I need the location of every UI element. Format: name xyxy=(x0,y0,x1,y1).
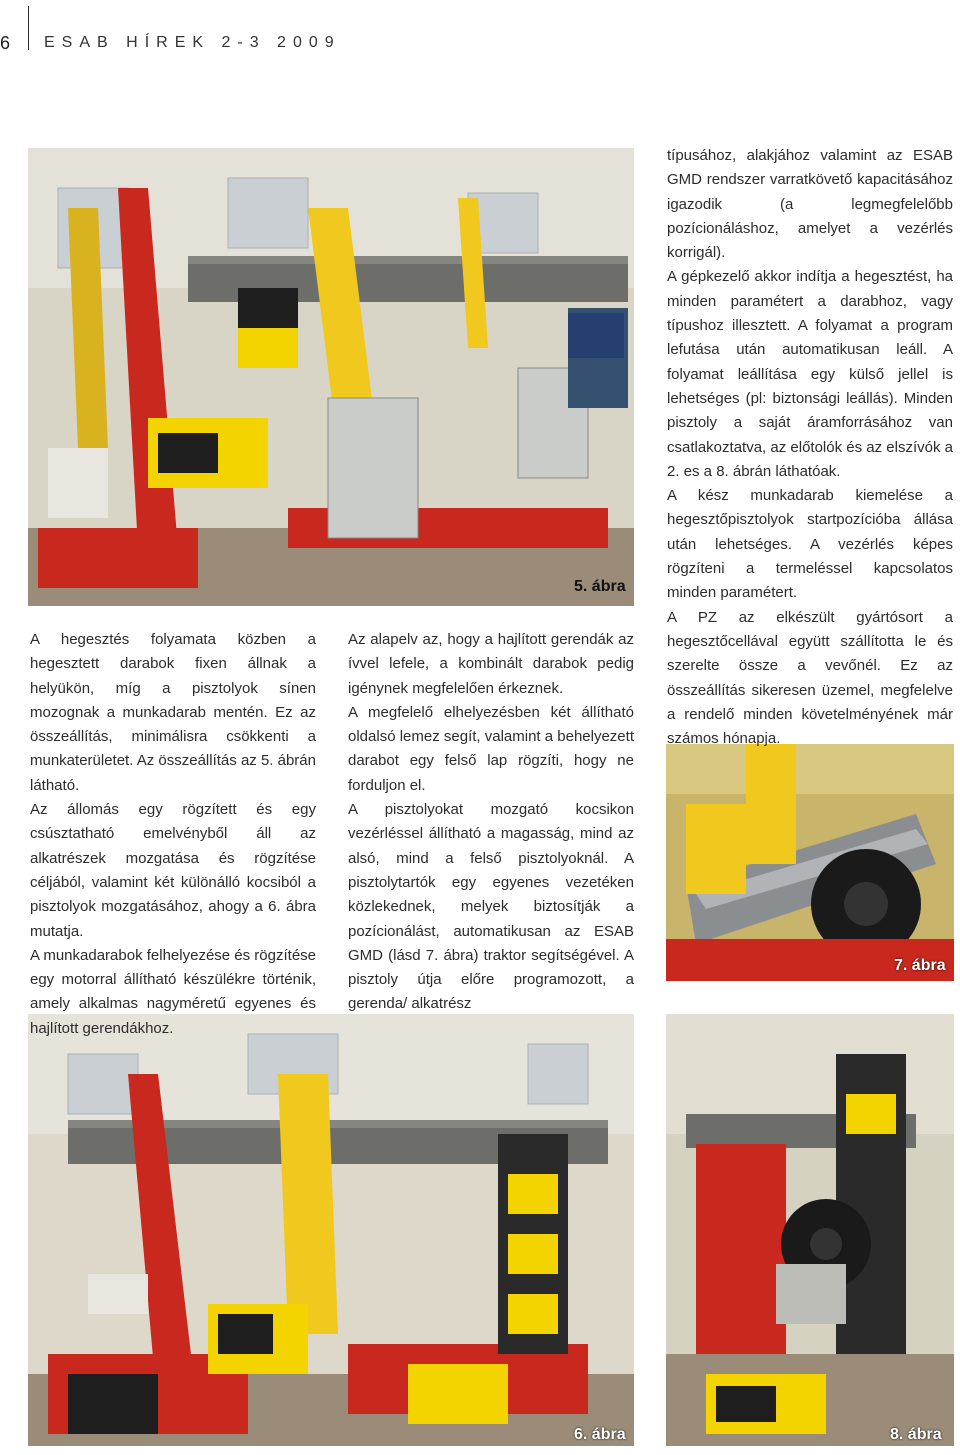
gmd-tractor-illustration xyxy=(666,744,954,981)
figure-6-photo xyxy=(28,1014,634,1446)
figure-5-photo xyxy=(28,148,634,606)
page-header xyxy=(0,0,960,70)
paragraph: A PZ az elkészült gyártósort a hegesztőcellával együtt szállította le és szerelte össze a vevőnél. Ez az összeállítás sikeresen üzemel, megfelelve a rendelő minden követelményének már számos hónapja. xyxy=(667,608,953,748)
paragraph: Az alapelv az, hogy a hajlított gerendák az ívvel lefele, a kombinált darabok pedig igénynek megfelelően érkeznek. xyxy=(348,631,634,697)
figure-8-photo xyxy=(666,1014,954,1446)
header-divider xyxy=(28,6,29,50)
paragraph: A kész munkadarab kiemelése a hegesztőpisztolyok startpozícióba állása után lehetséges. A vezérlés képes rögzíteni a termeléssel kapcsolatos minden paramétert. xyxy=(667,487,953,602)
paragraph: A munkadarabok felhelyezése és rögzítése egy motorral állítható készülékre történik, amely alkalmas nagyméretű egyenes és hajlított gerendákhoz. xyxy=(30,946,317,1037)
paragraph: típusához, alakjához valamint az ESAB GMD rendszer varratkövető kapacitásához igazodik (a legmegfelelőbb pozícionáláshoz, amelyet a vezérlés korrigál). xyxy=(667,147,953,262)
figure-5-caption: 5. ábra xyxy=(574,578,626,595)
figure-8-caption: 8. ábra xyxy=(890,1426,942,1443)
welding-carriage-illustration xyxy=(28,1014,634,1446)
welding-station-illustration xyxy=(28,148,634,606)
page-number: 6 xyxy=(0,33,11,53)
figure-6-caption: 6. ábra xyxy=(574,1426,626,1443)
figure-7-photo xyxy=(666,744,954,981)
paragraph: A gépkezelő akkor indítja a hegesztést, ha minden paramétert a darabhoz, vagy típushoz illesztett. A folyamat a program lefutása után automatikusan leáll. A folyamat leállítása egy külső jellel is lehetséges (pl: biztonsági leállás). Minden pisztoly a saját áramforrásához van csatlakoztatva, az előtolók és az elszívók a 2. es a 8. ábrán láthatóak. xyxy=(667,268,953,480)
publication-title: ESAB HÍREK 2-3 2009 xyxy=(44,34,341,51)
paragraph: Az állomás egy rögzített és egy csúsztatható emelvényből áll az alkatrészek mozgatása és rögzítése céljából, valamint két különálló kocsiból a pisztolyok mozgatásához, ahogy a 6. ábra mutatja. xyxy=(30,801,316,940)
text-column-right xyxy=(667,144,953,751)
figure-7-caption: 7. ábra xyxy=(894,957,946,974)
paragraph: A hegesztés folyamata közben a hegesztett darabok fixen állnak a helyükön, míg a pisztolyok sínen mozognak a munkadarab mentén. Ez az összeállítás, minimálisra csökkenti a munkaterületet. Az összeállítás az 5. ábrán látható. xyxy=(30,631,316,794)
paragraph: A pisztolyokat mozgató kocsikon vezérléssel állítható a magasság, mind az alsó, mind a felső pisztolyoknál. A pisztolytartók egy egyenes vezetéken közlekednek, melyek biztosítják a pozícionálást, automatikusan az ESAB GMD (lásd 7. ábra) traktor segítségével. A pisztoly útja előre programozott, a gerenda/ alkatrész xyxy=(348,801,634,1013)
torch-carriage-closeup-illustration xyxy=(666,1014,954,1446)
text-column-left xyxy=(30,628,316,1041)
paragraph: A megfelelő elhelyezésben két állítható oldalsó lemez segít, valamint a behelyezett darabot egy felső lap rögzíti, hogy ne forduljon el. xyxy=(348,703,634,794)
text-column-middle xyxy=(348,628,634,1017)
